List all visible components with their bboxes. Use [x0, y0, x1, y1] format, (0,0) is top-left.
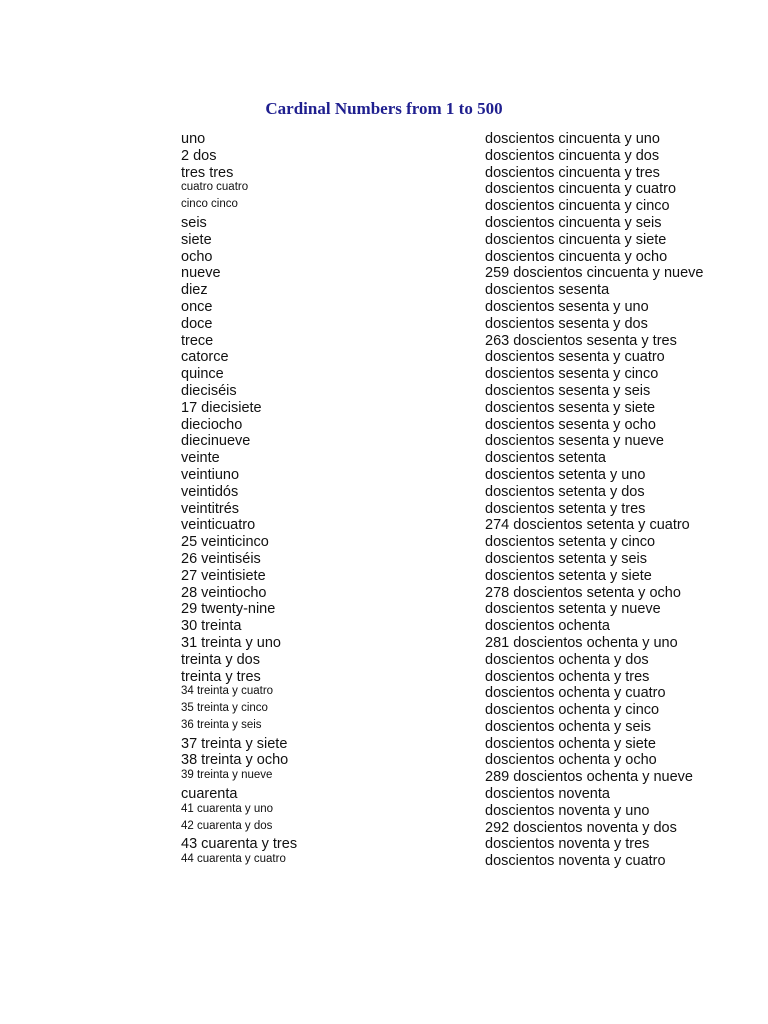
number-entry: doscientos setenta y siete — [485, 567, 652, 584]
left-number-column — [181, 131, 461, 870]
number-entry: 29 twenty-nine — [181, 601, 276, 618]
number-entry: doscientos sesenta y nueve — [485, 433, 664, 450]
number-entry: veintiuno — [181, 466, 240, 483]
number-entry: doscientos setenta y cinco — [485, 534, 656, 551]
number-entry: uno — [181, 131, 206, 147]
number-entry: 289 doscientos ochenta y nueve — [485, 769, 693, 786]
number-entry: veinte — [181, 450, 220, 467]
number-entry: doscientos setenta — [485, 450, 606, 467]
number-entry: 278 doscientos setenta y ocho — [485, 584, 681, 601]
number-entry: doscientos sesenta y siete — [485, 399, 656, 416]
number-entry: doscientos ochenta y ocho — [485, 752, 657, 769]
number-entry: doscientos noventa y cuatro — [485, 853, 666, 870]
number-entry: doscientos sesenta y seis — [485, 382, 651, 399]
number-entry: doce — [181, 315, 213, 332]
number-entry: doscientos setenta y uno — [485, 466, 646, 483]
number-entry: 263 doscientos sesenta y tres — [485, 332, 677, 349]
number-entry: 39 treinta y nueve — [181, 769, 273, 782]
number-entry: doscientos setenta y seis — [485, 550, 648, 567]
number-entry: cuatro cuatro — [181, 181, 249, 194]
number-entry: doscientos setenta y nueve — [485, 601, 661, 618]
number-entry: 27 veintisiete — [181, 567, 266, 584]
number-entry: treinta y dos — [181, 651, 260, 668]
number-entry: doscientos sesenta y dos — [485, 315, 648, 332]
number-entry: doscientos ochenta y seis — [485, 718, 652, 735]
right-number-column — [485, 131, 765, 870]
number-entry: 2 dos — [181, 147, 217, 164]
number-entry: doscientos noventa — [485, 786, 610, 803]
number-entry: doscientos noventa y uno — [485, 802, 650, 819]
number-entry: diecinueve — [181, 433, 251, 450]
number-entry: dieciséis — [181, 382, 237, 399]
number-entry: trece — [181, 332, 214, 349]
number-entry: veintitrés — [181, 500, 240, 517]
number-entry: doscientos sesenta y cinco — [485, 366, 659, 383]
number-entry: 274 doscientos setenta y cuatro — [485, 517, 690, 534]
number-entry: doscientos cincuenta y tres — [485, 164, 660, 181]
number-entry: 28 veintiocho — [181, 584, 267, 601]
number-entry: 37 treinta y siete — [181, 735, 288, 752]
number-entry: 17 diecisiete — [181, 399, 262, 416]
number-entry: siete — [181, 231, 212, 248]
number-entry: treinta y tres — [181, 668, 261, 685]
number-entry: veintidós — [181, 483, 239, 500]
number-entry: catorce — [181, 349, 229, 366]
number-entry: doscientos ochenta y cinco — [485, 702, 660, 719]
number-entry: doscientos sesenta — [485, 282, 610, 299]
number-entry: diez — [181, 282, 208, 299]
number-entry: doscientos cincuenta y dos — [485, 147, 660, 164]
number-entry: doscientos ochenta y tres — [485, 668, 650, 685]
number-entry: doscientos setenta y dos — [485, 483, 645, 500]
number-entry: 34 treinta y cuatro — [181, 685, 274, 698]
number-entry: doscientos ochenta — [485, 618, 610, 635]
number-entry: doscientos ochenta y cuatro — [485, 685, 666, 702]
number-entry: doscientos cincuenta y seis — [485, 214, 662, 231]
number-entry: 30 treinta — [181, 618, 242, 635]
number-entry: doscientos cincuenta y uno — [485, 131, 660, 147]
number-entry: 292 doscientos noventa y dos — [485, 819, 677, 836]
number-entry: cinco cinco — [181, 198, 238, 211]
number-entry: doscientos noventa y tres — [485, 836, 650, 853]
number-entry: tres tres — [181, 164, 234, 181]
number-entry: doscientos setenta y tres — [485, 500, 646, 517]
number-entry: 44 cuarenta y cuatro — [181, 853, 286, 866]
number-entry: 41 cuarenta y uno — [181, 802, 274, 815]
number-entry: doscientos cincuenta y ocho — [485, 248, 668, 265]
number-entry: 36 treinta y seis — [181, 718, 262, 731]
number-entry: veinticuatro — [181, 517, 256, 534]
number-entry: ocho — [181, 248, 213, 265]
number-entry: doscientos cincuenta y siete — [485, 231, 667, 248]
number-entry: 43 cuarenta y tres — [181, 836, 298, 853]
page-title: Cardinal Numbers from 1 to 500 — [265, 99, 503, 118]
number-entry: 26 veintiséis — [181, 550, 261, 567]
number-entry: quince — [181, 366, 224, 383]
number-entry: 25 veinticinco — [181, 534, 269, 551]
number-entry: 31 treinta y uno — [181, 634, 281, 651]
number-entry: cuarenta — [181, 786, 238, 803]
number-entry: 259 doscientos cincuenta y nueve — [485, 265, 704, 282]
number-entry: 281 doscientos ochenta y uno — [485, 634, 678, 651]
number-entry: seis — [181, 214, 207, 231]
number-entry: nueve — [181, 265, 221, 282]
number-entry: doscientos cincuenta y cinco — [485, 198, 670, 215]
number-entry: doscientos sesenta y cuatro — [485, 349, 665, 366]
number-entry: doscientos ochenta y dos — [485, 651, 649, 668]
number-entry: 42 cuarenta y dos — [181, 819, 273, 832]
number-entry: 35 treinta y cinco — [181, 702, 268, 715]
number-entry: 38 treinta y ocho — [181, 752, 289, 769]
number-entry: doscientos cincuenta y cuatro — [485, 181, 677, 198]
number-entry: doscientos sesenta y ocho — [485, 416, 656, 433]
number-entry: once — [181, 298, 213, 315]
number-entry: doscientos ochenta y siete — [485, 735, 656, 752]
number-entry: dieciocho — [181, 416, 243, 433]
number-entry: doscientos sesenta y uno — [485, 298, 649, 315]
